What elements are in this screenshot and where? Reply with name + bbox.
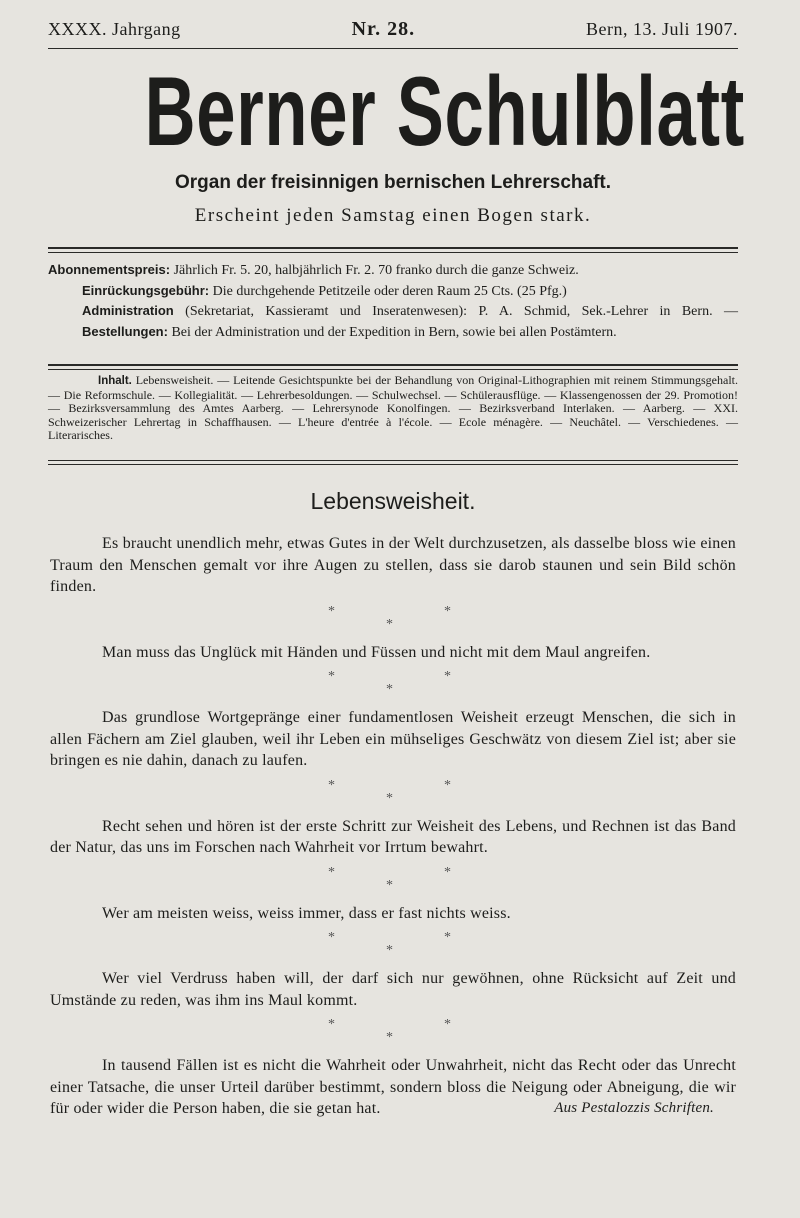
publication-frequency: Erscheint jeden Samstag einen Bogen stark.	[194, 205, 592, 226]
info-rule-bottom	[48, 369, 738, 370]
separator-stars: * * *	[328, 603, 452, 632]
contents-rule-top	[48, 460, 738, 461]
masthead-subtitle: Organ der freisinnigen bernischen Lehrerschaft.	[174, 172, 612, 193]
article-paragraph: Wer am meisten weiss, weiss immer, dass er fast nichts weiss.	[102, 904, 511, 922]
einrueckung-label: Einrückungsgebühr:	[82, 282, 210, 298]
header-rule	[48, 48, 738, 49]
masthead-title: Berner Schulblatt	[144, 56, 745, 166]
article-paragraph	[50, 1055, 736, 1120]
einrueckung-text: Die durchgehende Petitzeile oder deren Raum 25 Cts. (25 Pfg.)	[209, 283, 567, 299]
administration-text: (Sekretariat, Kassieramt und Inseratenwesen): P. A. Schmid, Sek.-Lehrer in Bern. —	[173, 304, 738, 319]
subscription-info	[48, 260, 738, 342]
article-paragraph: Das grundlose Wortgepränge einer fundamentlosen Weisheit erzeugt Menschen, die sich in allen Fächern am Ziel glauben, weil ihr Leben ein mühseliges Geschwätz von diesem Ziel ist; aber sie bringen es nie dahin, danach zu laufen.	[50, 709, 736, 769]
article-title: Lebensweisheit.	[310, 488, 476, 514]
article-paragraph: Es braucht unendlich mehr, etwas Gutes in der Welt durchzusetzen, als dasselbe bloss wie einen Traum den Menschen gemalt vor ihre Augen zu stellen, dass sie darob staunen und sein Bild schön finden.	[50, 535, 736, 595]
article-paragraph: Recht sehen und hören ist der erste Schritt zur Weisheit des Lebens, und Rechnen ist das Band der Natur, das uns im Forschen nach Wahrheit vor Irrtum bewahrt.	[50, 817, 736, 856]
separator-stars: * * *	[328, 930, 452, 958]
info-rule-top	[48, 364, 738, 366]
separator-stars: * * *	[328, 777, 452, 806]
abonnement-text: Jährlich Fr. 5. 20, halbjährlich Fr. 2. 70 franko durch die ganze Schweiz.	[170, 263, 579, 278]
contents-rule-bottom	[48, 464, 738, 465]
last-paragraph-text: In tausend Fällen ist es nicht die Wahrheit oder Unwahrheit, nicht das Recht oder das Unrecht einer Tatsache, die unser Urteil darüber bestimmt, sondern bloss die Neigung oder Abneigung, die wir für oder wider die Person haben, die sie getan hat.	[50, 1057, 736, 1117]
masthead-rule-bottom	[48, 252, 738, 253]
abonnement-label: Abonnementspreis:	[48, 262, 171, 277]
separator-stars: * * *	[328, 864, 452, 893]
volume-label: XXXX. Jahrgang	[48, 19, 181, 39]
source-signature: Aus Pestalozzis Schriften.	[554, 1100, 714, 1116]
article-paragraph: Man muss das Unglück mit Händen und Füssen und nicht mit dem Maul angreifen.	[102, 643, 651, 661]
article-paragraph: Wer viel Verdruss haben will, der darf sich nur gewöhnen, ohne Rücksicht auf Zeit und Umstände zu reden, was ihm ins Maul kommt.	[50, 970, 736, 1009]
contents-text: Lebensweisheit. — Leitende Gesichtspunkte bei der Behandlung von Original-Lithographien mit reinem Stimmungsgehalt. — Die Reformschule. — Kollegialität. — Lehrerbesoldungen. — Schulwechsel. — Schülerausflüge. — Klassengenossen der 29. Promotion! — Bezirksversammlung des Amtes Aarberg. — Lehrersynode Konolfingen. — Bezirksverband Interlaken. — Aarberg. — XXI. Schweizerischer Lehrertag in Schaffhausen. — L'heure d'entrée à l'école. — Ecole ménagère. — Neuchâtel. — Verschiedenes. — Literarisches.	[48, 373, 738, 442]
table-of-contents	[48, 374, 738, 443]
article-body	[50, 533, 736, 1120]
masthead-rule-top	[48, 247, 738, 249]
issue-header	[48, 18, 738, 41]
bestellungen-label: Bestellungen:	[82, 323, 168, 339]
bestellungen-text: Bei der Administration und der Expedition in Bern, sowie bei allen Postämtern.	[167, 324, 617, 340]
administration-label: Administration	[82, 303, 174, 318]
separator-stars: * * *	[328, 1017, 452, 1045]
place-date: Bern, 13. Juli 1907.	[585, 19, 738, 39]
separator-stars: * * *	[328, 669, 452, 697]
contents-label: Inhalt.	[98, 375, 132, 387]
issue-number: Nr. 28.	[351, 18, 416, 40]
